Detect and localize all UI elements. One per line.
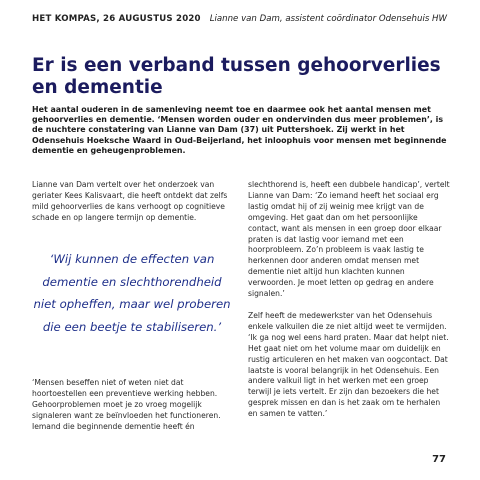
left-column-paragraph-1: Lianne van Dam vertelt over het onderzoek van geriater Kees Kalisvaart, die heeft ontdekt dat zelfs mild gehoorverlies de kans verhoogt op cognitieve schade en op langere termijn op dementie. [32, 180, 228, 222]
pull-quote: ‘Wij kunnen de effecten van dementie en slechthorendheid niet opheffen, maar wel proberen die een beetje te stabiliseren.’ [33, 252, 231, 334]
title-line-1: Er is een verband tussen gehoorverlies [32, 55, 441, 76]
right-column-paragraph-2: Zelf heeft de medewerkster van het Odensehuis enkele valkuilen die ze niet altijd weet te vermijden. ‘Ik ga nog wel eens hard praten. Maar dat helpt niet. Het gaat niet om het volume maar om duidelijk en rustig articuleren en het maken van oogcontact. Dat laatste is vooral belangrijk in het Odensehuis. Een andere valkuil ligt in het werken met een groep terwijl je iets vertelt. Er zijn dan bezoekers die het gesprek missen en dan is het zaak om te herhalen en samen te vatten.’ [248, 311, 449, 419]
page-number: 77 [432, 454, 446, 465]
article-title [32, 55, 452, 99]
byline-header: Lianne van Dam, assistent coördinator Odensehuis HW [209, 14, 447, 24]
right-column-paragraph-1: slechthorend is, heeft een dubbele handicap’, vertelt Lianne van Dam: ‘Zo iemand heeft het sociaal erg lastig omdat hij of zij weinig mee krijgt van de omgeving. Het gaat dan om het persoonlijke contact, want als mensen in een groep door elkaar praten is dat lastig voor iemand met een hoorprobleem. Zo’n probleem is vaak lastig te herkennen door anderen omdat mensen met dementie niet altijd hun klachten kunnen verwoorden. Je moet letten op gedrag en andere signalen.’ [248, 180, 450, 299]
left-column-paragraph-2: ‘Mensen beseffen niet of weten niet dat hoortoestellen een preventieve werking hebben. Gehoorproblemen moet je zo vroeg mogelijk signaleren want ze beïnvloeden het functioneren. Iemand die beginnende dementie heeft én [32, 378, 221, 431]
article-lead: Het aantal ouderen in de samenleving neemt toe en daarmee ook het aantal mensen met gehoorverlies en dementie. ‘Mensen worden ouder en ondervinden dus meer problemen’, is de nuchtere constatering van Lianne van Dam (37) uit Puttershoek. Zij werkt in het Odensehuis Hoeksche Waard in Oud-Beijerland, het inloophuis voor mensen met beginnende dementie en geheugenproblemen. [32, 105, 447, 155]
title-line-2: en dementie [32, 77, 163, 98]
publication-header: HET KOMPAS, 26 AUGUSTUS 2020 [32, 14, 201, 24]
